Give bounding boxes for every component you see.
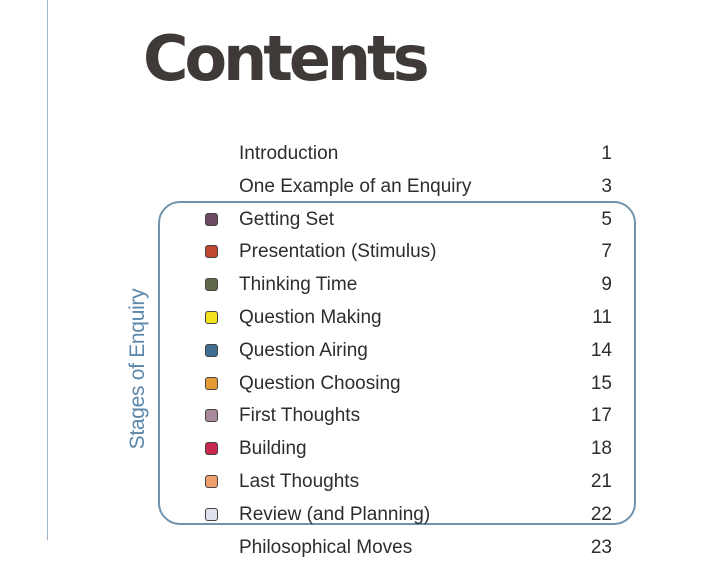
toc-entry-page-number: 7 xyxy=(601,241,612,263)
stage-color-swatch xyxy=(205,475,218,488)
toc-entry-title: Question Airing xyxy=(239,339,368,361)
toc-entry-page-number: 15 xyxy=(590,372,612,394)
toc-entry-page-number: 17 xyxy=(590,405,612,427)
stage-color-swatch xyxy=(205,311,218,324)
toc-entry[interactable] xyxy=(0,399,720,432)
toc-entry[interactable] xyxy=(0,203,720,236)
toc-entry-page-number: 22 xyxy=(590,503,612,525)
toc-entry-title: Getting Set xyxy=(239,208,335,230)
toc-entry-page-number: 5 xyxy=(601,208,612,230)
toc-entry[interactable] xyxy=(0,465,720,498)
toc-entry[interactable] xyxy=(0,334,720,367)
toc-entry-page-number: 14 xyxy=(590,339,612,361)
toc-entry[interactable] xyxy=(0,137,720,170)
toc-entry-title: One Example of an Enquiry xyxy=(239,175,472,197)
toc-entry-title: Introduction xyxy=(239,143,339,164)
toc-entry-title: Thinking Time xyxy=(239,274,358,296)
stage-color-swatch xyxy=(205,508,218,521)
toc-entry[interactable] xyxy=(0,235,720,268)
stage-color-swatch xyxy=(205,245,218,258)
toc-entry[interactable] xyxy=(0,367,720,400)
toc-entry-page-number: 11 xyxy=(592,306,612,328)
stage-color-swatch xyxy=(205,213,218,226)
toc-entry-page-number: 9 xyxy=(601,274,612,296)
toc-entry-title: Question Making xyxy=(239,306,382,328)
stages-side-label: Stages of Enquiry xyxy=(126,288,149,450)
toc-entry-page-number: 1 xyxy=(601,143,612,164)
toc-entry-title: Building xyxy=(239,438,307,460)
stage-color-swatch xyxy=(205,377,218,390)
stage-color-swatch xyxy=(205,409,218,422)
toc-entry-page-number: 3 xyxy=(601,175,612,197)
toc-entry-page-number: 18 xyxy=(590,438,612,460)
toc-entry-title: Question Choosing xyxy=(239,372,401,394)
toc-entry[interactable] xyxy=(0,268,720,301)
stage-color-swatch xyxy=(205,344,218,357)
toc-entry-title: Last Thoughts xyxy=(239,470,360,492)
stage-color-swatch xyxy=(205,442,218,455)
table-of-contents xyxy=(0,137,720,563)
toc-entry-title: First Thoughts xyxy=(239,405,361,427)
toc-entry[interactable] xyxy=(0,498,720,531)
toc-entry-title: Presentation (Stimulus) xyxy=(239,241,437,263)
toc-entry[interactable] xyxy=(0,170,720,203)
toc-entry-title: Philosophical Moves xyxy=(239,536,413,558)
stage-color-swatch xyxy=(205,278,218,291)
toc-entry-title: Review (and Planning) xyxy=(239,503,431,525)
toc-entry-page-number: 23 xyxy=(590,536,612,558)
page-title: Contents xyxy=(143,22,426,95)
toc-entry[interactable] xyxy=(0,531,720,563)
toc-entry-page-number: 21 xyxy=(590,470,612,492)
toc-entry[interactable] xyxy=(0,432,720,465)
toc-entry[interactable] xyxy=(0,301,720,334)
